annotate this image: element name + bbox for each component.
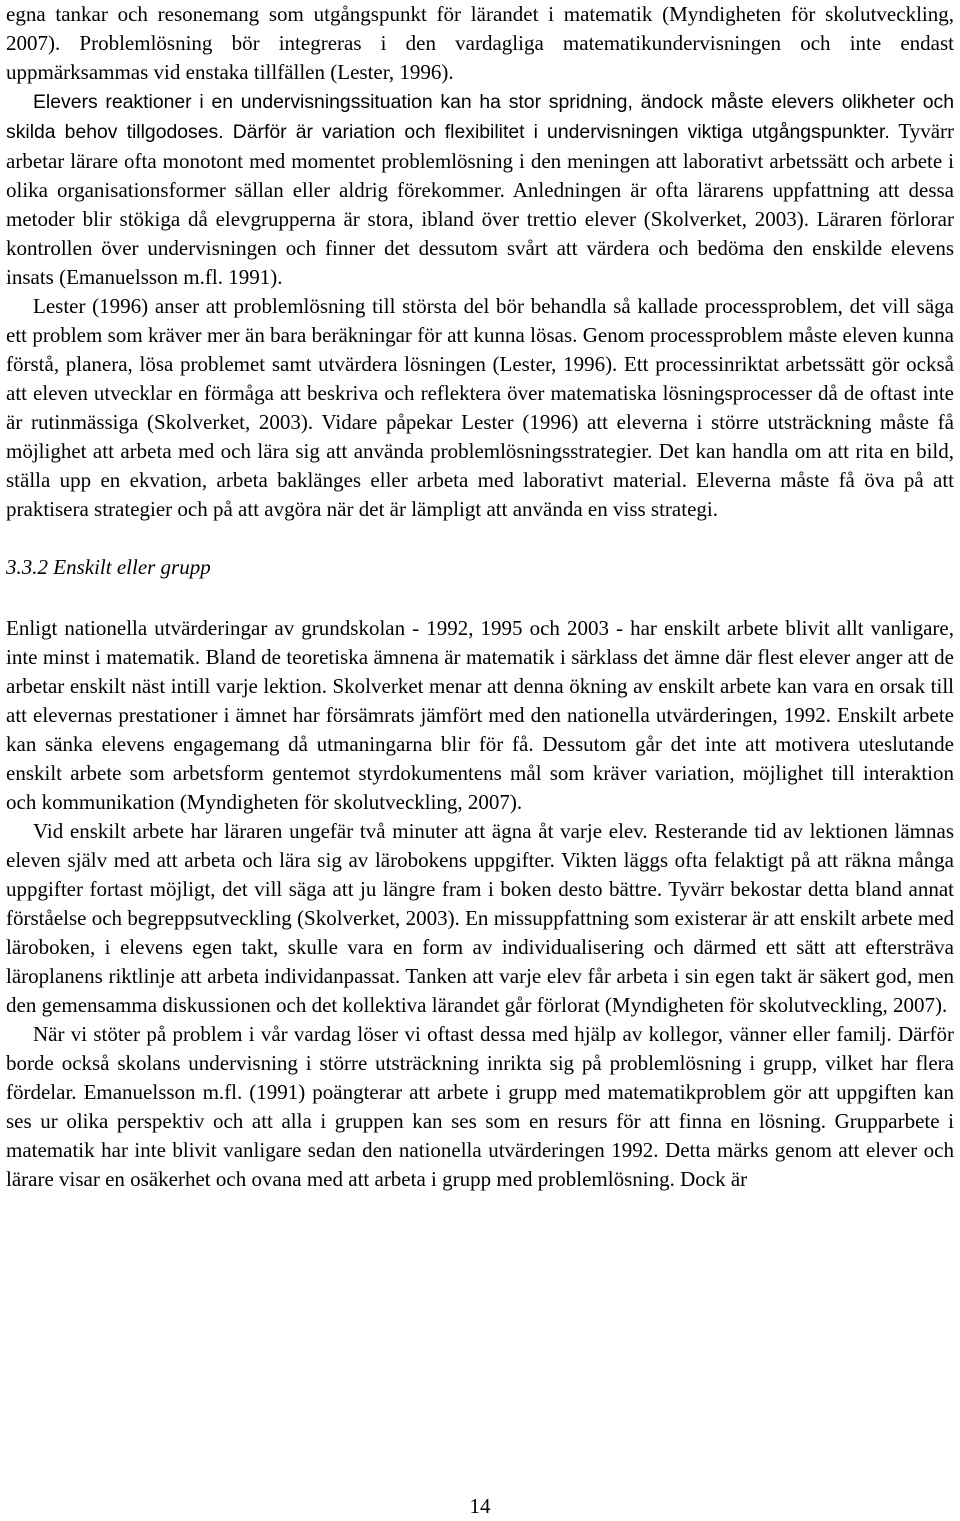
paragraph-serif-segment: Tyvärr arbetar lärare ofta monotont med momentet problemlösning i den meningen att laborativt arbetssätt och arbete i olika organisationsformer sällan eller aldrig förekommer. Anledningen är ofta lärarens uppfattning att dessa metoder blir stökiga då elevgrupperna är stora, ibland över trettio elever (Skolverket, 2003). Läraren förlorar kontrollen över undervisningen och finner det dessutom svårt att värdera och bedöma den enskilde elevens insats (Emanuelsson m.fl. 1991). [6, 119, 955, 289]
section-heading: 3.3.2 Enskilt eller grupp [6, 555, 211, 579]
paragraph-enligt: Enligt nationella utvärderingar av grundskolan - 1992, 1995 och 2003 - har enskilt arbete blivit allt vanligare, inte minst i matematik. Bland de teoretiska ämnena är matematik i särklass det ämne där flest elever anger att de arbetar enskilt näst intill varje lektion. Skolverket menar att denna ökning av enskilt arbete kan vara en orsak till att elevernas prestationer i ämnet har försämrats jämfört med den nationella utvärderingen, 1992. Enskilt arbete kan sänka elevens engagemang då utmaningarna blir för få. Dessutom går det inte att motivera uteslutande enskilt arbete som arbetsform gentemot styrdokumentens mål som kräver variation, möjlighet till interaktion och kommunikation (Myndigheten för skolutveckling, 2007). [6, 616, 954, 814]
paragraph-nar-vi: När vi stöter på problem i vår vardag löser vi oftast dessa med hjälp av kollegor, vänner eller familj. Därför borde också skolans undervisning i större utsträckning inrikta sig på problemlösning i grupp, vilket har flera fördelar. Emanuelsson m.fl. (1991) poängterar att arbete i grupp med matematikproblem gör att uppgiften kan ses ur olika perspektiv och att alla i gruppen kan ses som en resurs för att finna en lösning. Grupparbete i matematik har inte blivit vanligare sedan den nationella utvärderingen 1992. Detta märks genom att elever och lärare visar en osäkerhet och ovana med att arbeta i grupp med problemlösning. Dock är [6, 1022, 954, 1191]
paragraph-sans-segment: Elevers reaktioner i en undervisningssituation kan ha stor spridning, ändock måste elevers olikheter och skilda behov tillgodoses. Därför är variation och flexibilitet i undervisningen viktiga utgångspunkter. [6, 91, 954, 143]
paragraph-continuation: egna tankar och resonemang som utgångspunkt för lärandet i matematik (Myndigheten för skolutveckling, 2007). Problemlösning bör integreras i den vardagliga matematikundervisningen och inte endast uppmärksammas vid enstaka tillfällen (Lester, 1996). [6, 2, 954, 84]
paragraph-vid-enskilt: Vid enskilt arbete har läraren ungefär två minuter att ägna åt varje elev. Resterande tid av lektionen lämnas eleven själv med att arbeta och lära sig av lärobokens uppgifter. Vikten läggs ofta felaktigt på att räkna många uppgifter fortast möjligt, det vill säga att ju längre fram i boken desto bättre. Tyvärr bekostar detta bland annat förståelse och begreppsutveckling (Skolverket, 2003). En missuppfattning som existerar är att enskilt arbete med läroboken, i elevens egen takt, skulle vara en form av individualisering och därmed ett sätt att eftersträva läroplanens riktlinje att arbeta individanpassat. Tanken att varje elev får arbeta i sin egen takt är säkert god, men den gemensamma diskussionen och det kollektiva lärandet går förlorat (Myndigheten för skolutveckling, 2007). [6, 819, 954, 1017]
paragraph-elevers-reaktioner [6, 87, 954, 292]
page-number: 14 [469, 1494, 491, 1518]
document-page [6, 0, 954, 1194]
paragraph-lester: Lester (1996) anser att problemlösning till största del bör behandla så kallade processproblem, det vill säga ett problem som kräver mer än bara beräkningar för att kunna lösas. Genom processproblem måste eleven kunna förstå, planera, lösa problemet samt utvärdera lösningen (Lester, 1996). Ett processinriktat arbetssätt gör också att eleven utvecklar en förmåga att beskriva och reflektera över matematiska lösningsprocesser då de oftast inte är rutinmässiga (Skolverket, 2003). Vidare påpekar Lester (1996) att eleverna i större utsträckning måste få möjlighet att arbeta med och lära sig att använda problemlösningsstrategier. Det kan handla om att rita en bild, ställa upp en ekvation, arbeta baklänges eller arbeta med laborativt material. Eleverna måste få öva på att praktisera strategier och på att avgöra när det är lämpligt att använda en viss strategi. [6, 294, 954, 521]
